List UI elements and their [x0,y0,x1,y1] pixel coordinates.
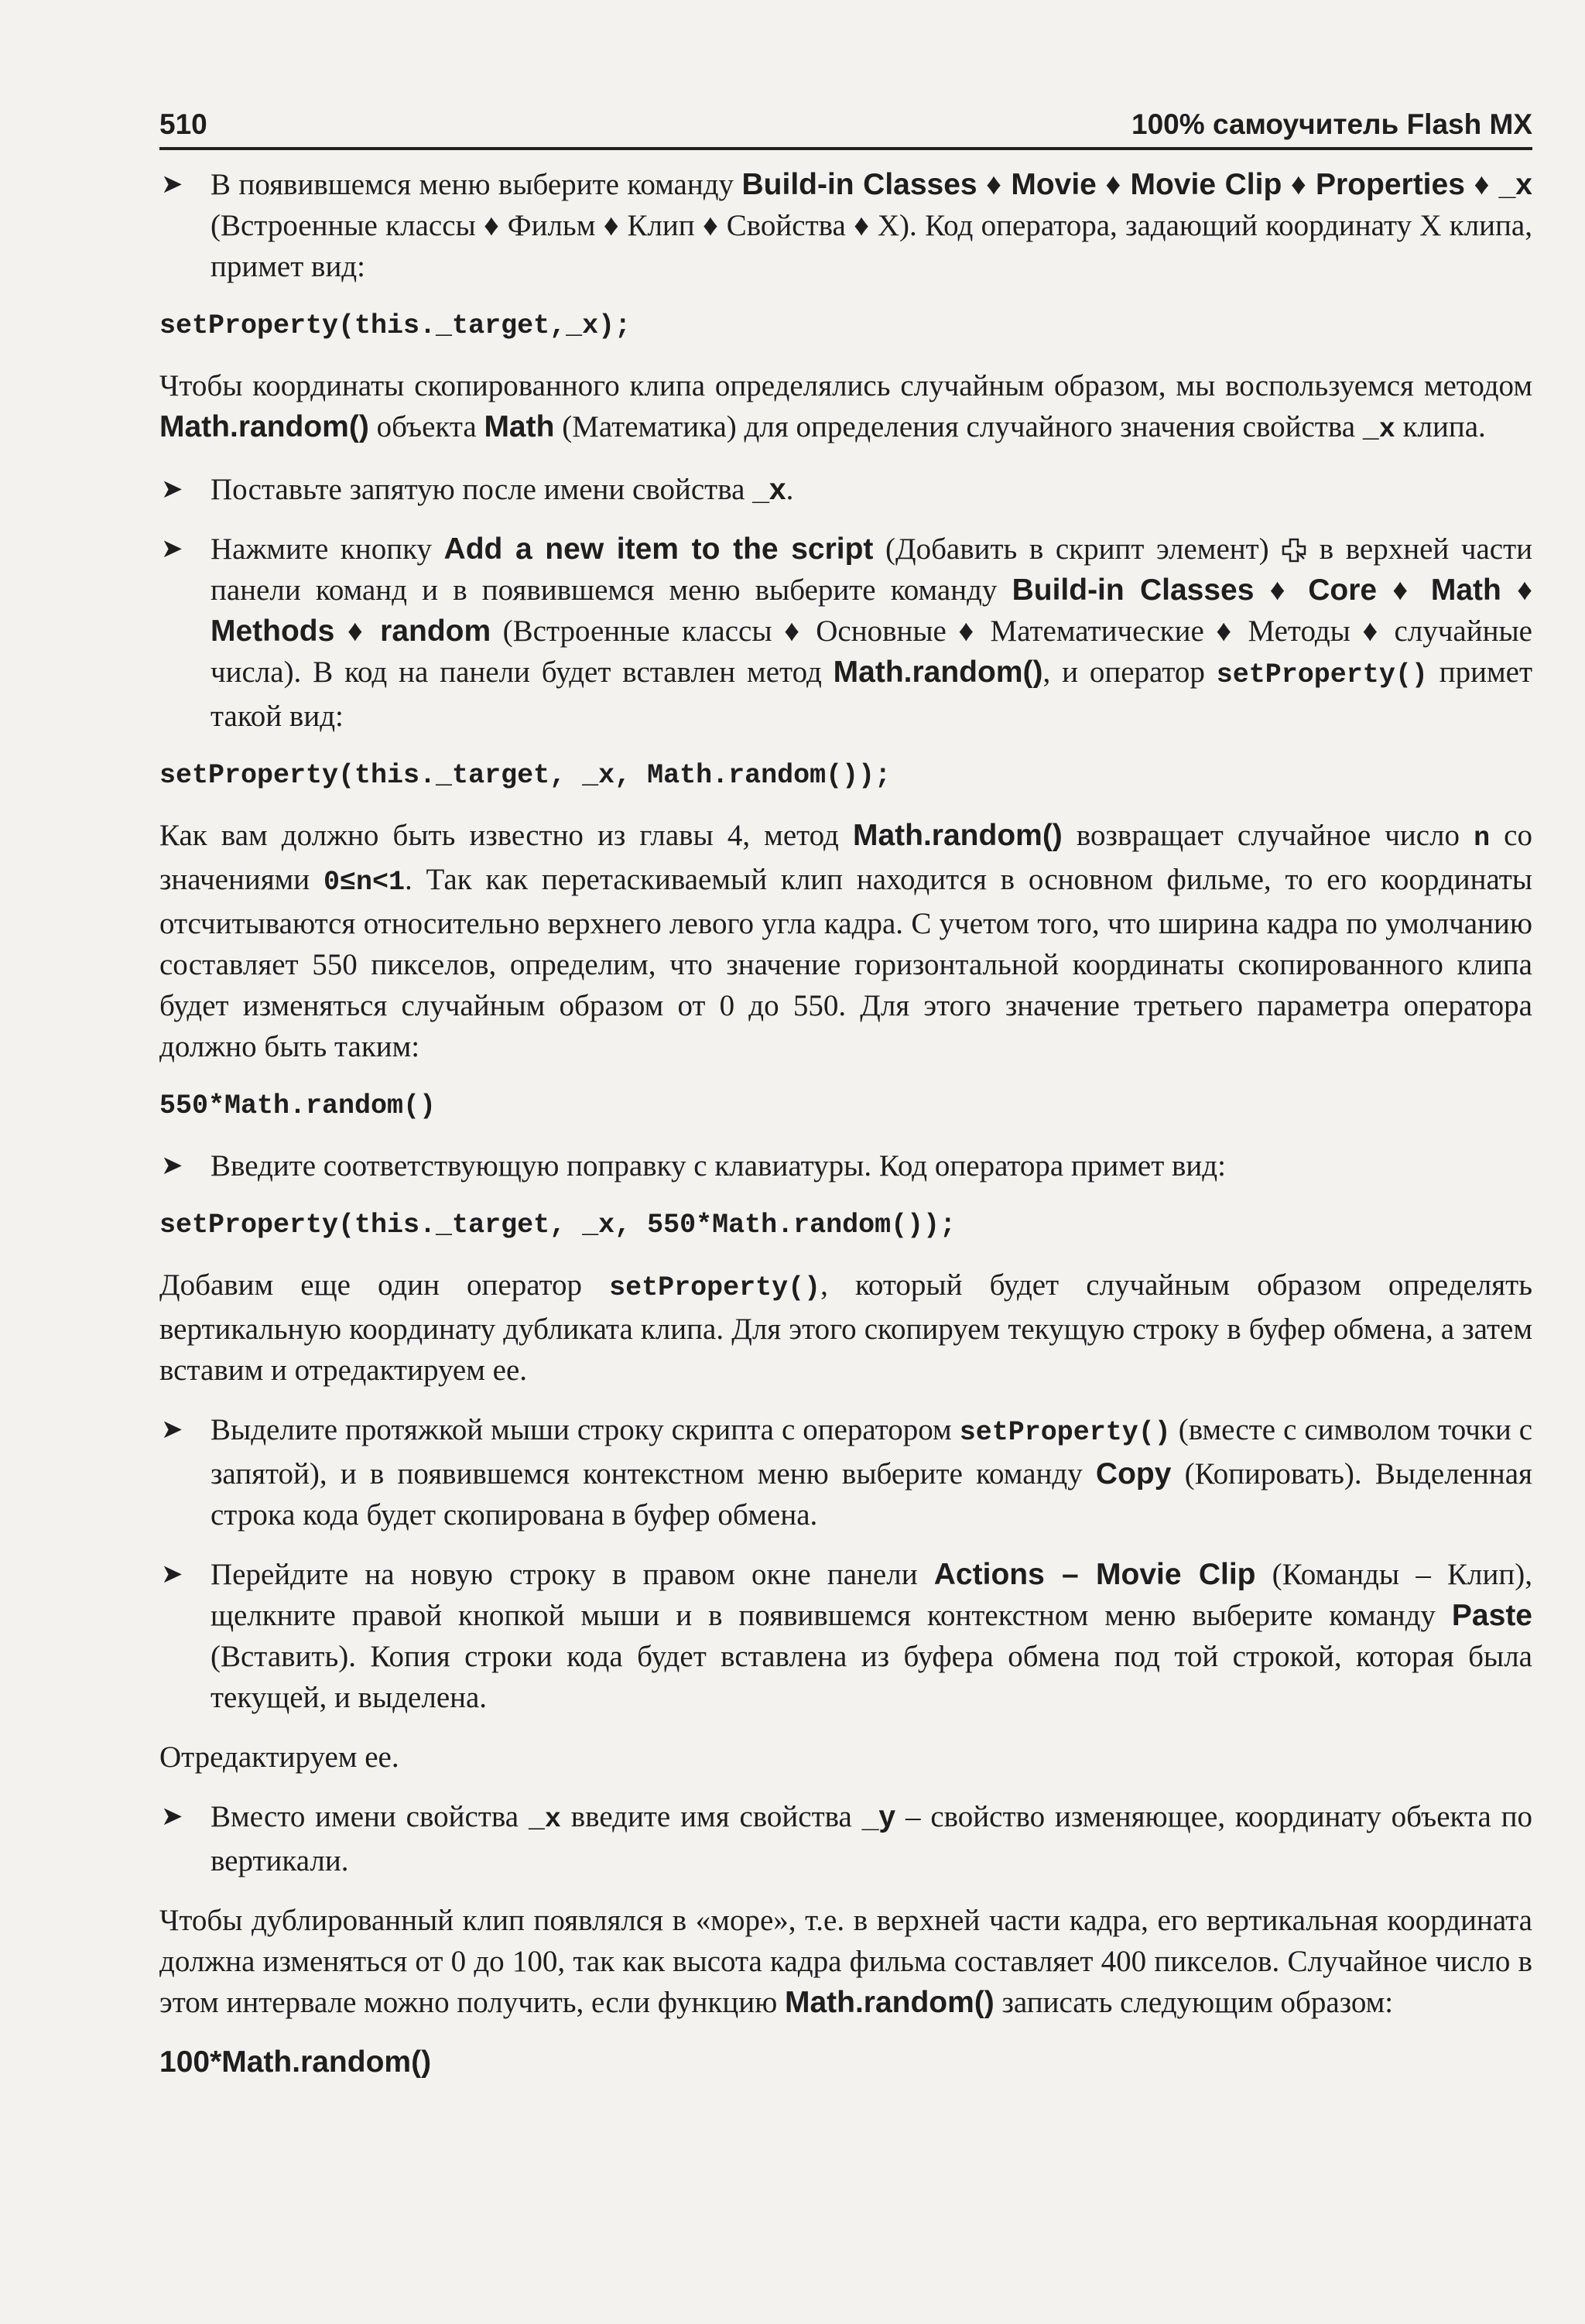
code-line: setProperty(this._target,_x); [159,310,632,341]
arrow-bullet-icon: ➤ [161,1150,183,1181]
code-line: setProperty(this._target, _x, 550*Math.random()); [159,1210,957,1241]
text-run: Добавим еще один оператор [159,1268,610,1302]
ui-panel-name: Actions – Movie Clip [933,1558,1256,1591]
code-term: setProperty() [609,1272,821,1303]
text-run: (Команды – Клип), щелкните правой кнопкой мыши и в появившемся контекстном меню выберите команду [211,1558,1532,1632]
ui-term: Math.random() [833,655,1043,689]
step-paragraph [159,1796,1532,1881]
code-line: setProperty(this._target, _x, Math.random()); [159,760,892,791]
ui-term: _y [861,1800,896,1833]
arrow-bullet-icon: ➤ [161,1414,183,1445]
arrow-bullet-icon: ➤ [161,1801,183,1832]
ui-term: Math.random() [784,1986,994,2019]
text-run: , который будет случайным образом определять вертикальную координату дубликата клипа. Для этого скопируем текущую строку в буфер обмена, а затем вставим и отредактируем ее. [159,1268,1532,1387]
code-term: _x [528,1804,561,1835]
body-paragraph [159,1900,1532,2023]
ui-term: Math [484,410,555,443]
text-run: Как вам должно быть известно из главы 4, метод [159,819,853,852]
page-header [159,101,1532,150]
ui-command: Build-in Classes ♦ Core ♦ Math ♦ Methods ♦ random [211,573,1532,648]
code-term: setProperty() [959,1417,1171,1448]
body-paragraph [159,365,1532,450]
page-content [159,164,1532,2101]
ui-command: Build-in Classes ♦ Movie ♦ Movie Clip ♦ Properties ♦ _x [741,168,1532,201]
step-paragraph [159,469,1532,510]
text-run: (Встроенные классы ♦ Основные ♦ Математические ♦ Методы ♦ случайные числа). В код на панели будет вставлен метод [211,614,1532,689]
body-paragraph [159,1265,1532,1391]
book-title: 100% самоучитель Flash MX [1131,108,1532,140]
formula-line: 100*Math.random() [159,2045,432,2079]
ui-button-name: Add a new item to the script [443,532,874,566]
step-paragraph [159,529,1532,737]
text-run: со значениями [159,819,1532,896]
text-run: , и оператор [1042,655,1217,689]
body-paragraph: Отредактируем ее. [159,1740,399,1774]
text-run: Выделите протяжкой мыши строку скрипта с оператором [211,1413,960,1446]
step-paragraph [159,1554,1532,1718]
code-term: 0≤n<1 [323,867,406,898]
text-run: Чтобы координаты скопированного клипа определялись случайным образом, мы воспользуемся методом [159,369,1532,402]
text-run: Поставьте запятую после имени свойства [211,473,753,506]
text-run: введите имя свойства [560,1800,862,1833]
text-run: в верхней части панели команд и в появившемся меню выберите команду [211,532,1532,607]
text-run: записать следующим образом: [994,1986,1394,2019]
step-paragraph [159,1409,1532,1535]
ui-command: Copy [1095,1457,1172,1491]
text-run: (Встроенные классы ♦ Фильм ♦ Клип ♦ Свойства ♦ X). Код оператора, задающий координату X клипа, примет вид: [211,209,1532,283]
text-run: (Добавить в скрипт элемент) [873,532,1282,566]
body-paragraph [159,815,1532,1067]
ui-term: Math.random() [159,410,369,443]
code-term: setProperty() [1216,659,1428,690]
page-number: 510 [159,108,207,140]
text-run: (Вставить). Копия строки кода будет вставлена из буфера обмена под той строкой, которая была текущей, и выделена. [211,1640,1532,1714]
text-run: клипа. [1395,410,1486,443]
arrow-bullet-icon: ➤ [161,533,183,564]
ui-command: Paste [1451,1599,1532,1632]
text-run: (вместе с символом точки с запятой), и в появившемся контекстном меню выберите команду [211,1413,1533,1491]
text-run: . [786,473,794,506]
text-run: . Так как перетаскиваемый клип находится в основном фильме, то его координаты отсчитываются относительно верхнего левого угла кадра. С учетом того, что ширина кадра по умолчанию составляет 550 пикселов, определим, что значение горизонтальной координаты скопированного клипа будет изменяться случайным образом от 0 до 550. Для этого значение третьего параметра оператора должно быть таким: [159,863,1532,1063]
text-run: – свойство изменяющее, координату объекта по вертикали. [211,1800,1532,1877]
text-run: Введите соответствующую поправку с клавиатуры. Код оператора примет вид: [211,1149,1226,1183]
text-run: Перейдите на новую строку в правом окне панели [211,1558,934,1591]
code-line: 550*Math.random() [159,1090,436,1121]
text-run: (Математика) для определения случайного значения свойства [554,410,1363,443]
step-paragraph [159,164,1532,287]
step-paragraph [159,1145,1532,1186]
text-run: Нажмите кнопку [211,532,444,566]
text-run: объекта [368,410,484,443]
ui-term: _x [752,473,786,506]
ui-term: Math.random() [852,819,1063,852]
arrow-bullet-icon: ➤ [161,169,183,200]
arrow-bullet-icon: ➤ [161,1559,183,1590]
text-run: возвращает случайное число [1062,819,1474,852]
code-term: n [1474,823,1491,854]
add-item-plus-icon [1281,533,1307,560]
text-run: В появившемся меню выберите команду [211,168,742,201]
text-run: Чтобы дублированный клип появлялся в «море», т.е. в верхней части кадра, его вертикальная координата должна изменяться от 0 до 100, так как высота кадра фильма составляет 400 пикселов. Случайное число в этом интервале можно получить, если функцию [159,1904,1532,2019]
text-run: примет такой вид: [211,655,1532,733]
code-term: _x [1362,414,1395,445]
text-run: (Копировать). Выделенная строка кода будет скопирована в буфер обмена. [211,1457,1532,1532]
text-run: Вместо имени свойства [211,1800,529,1833]
arrow-bullet-icon: ➤ [161,474,183,505]
